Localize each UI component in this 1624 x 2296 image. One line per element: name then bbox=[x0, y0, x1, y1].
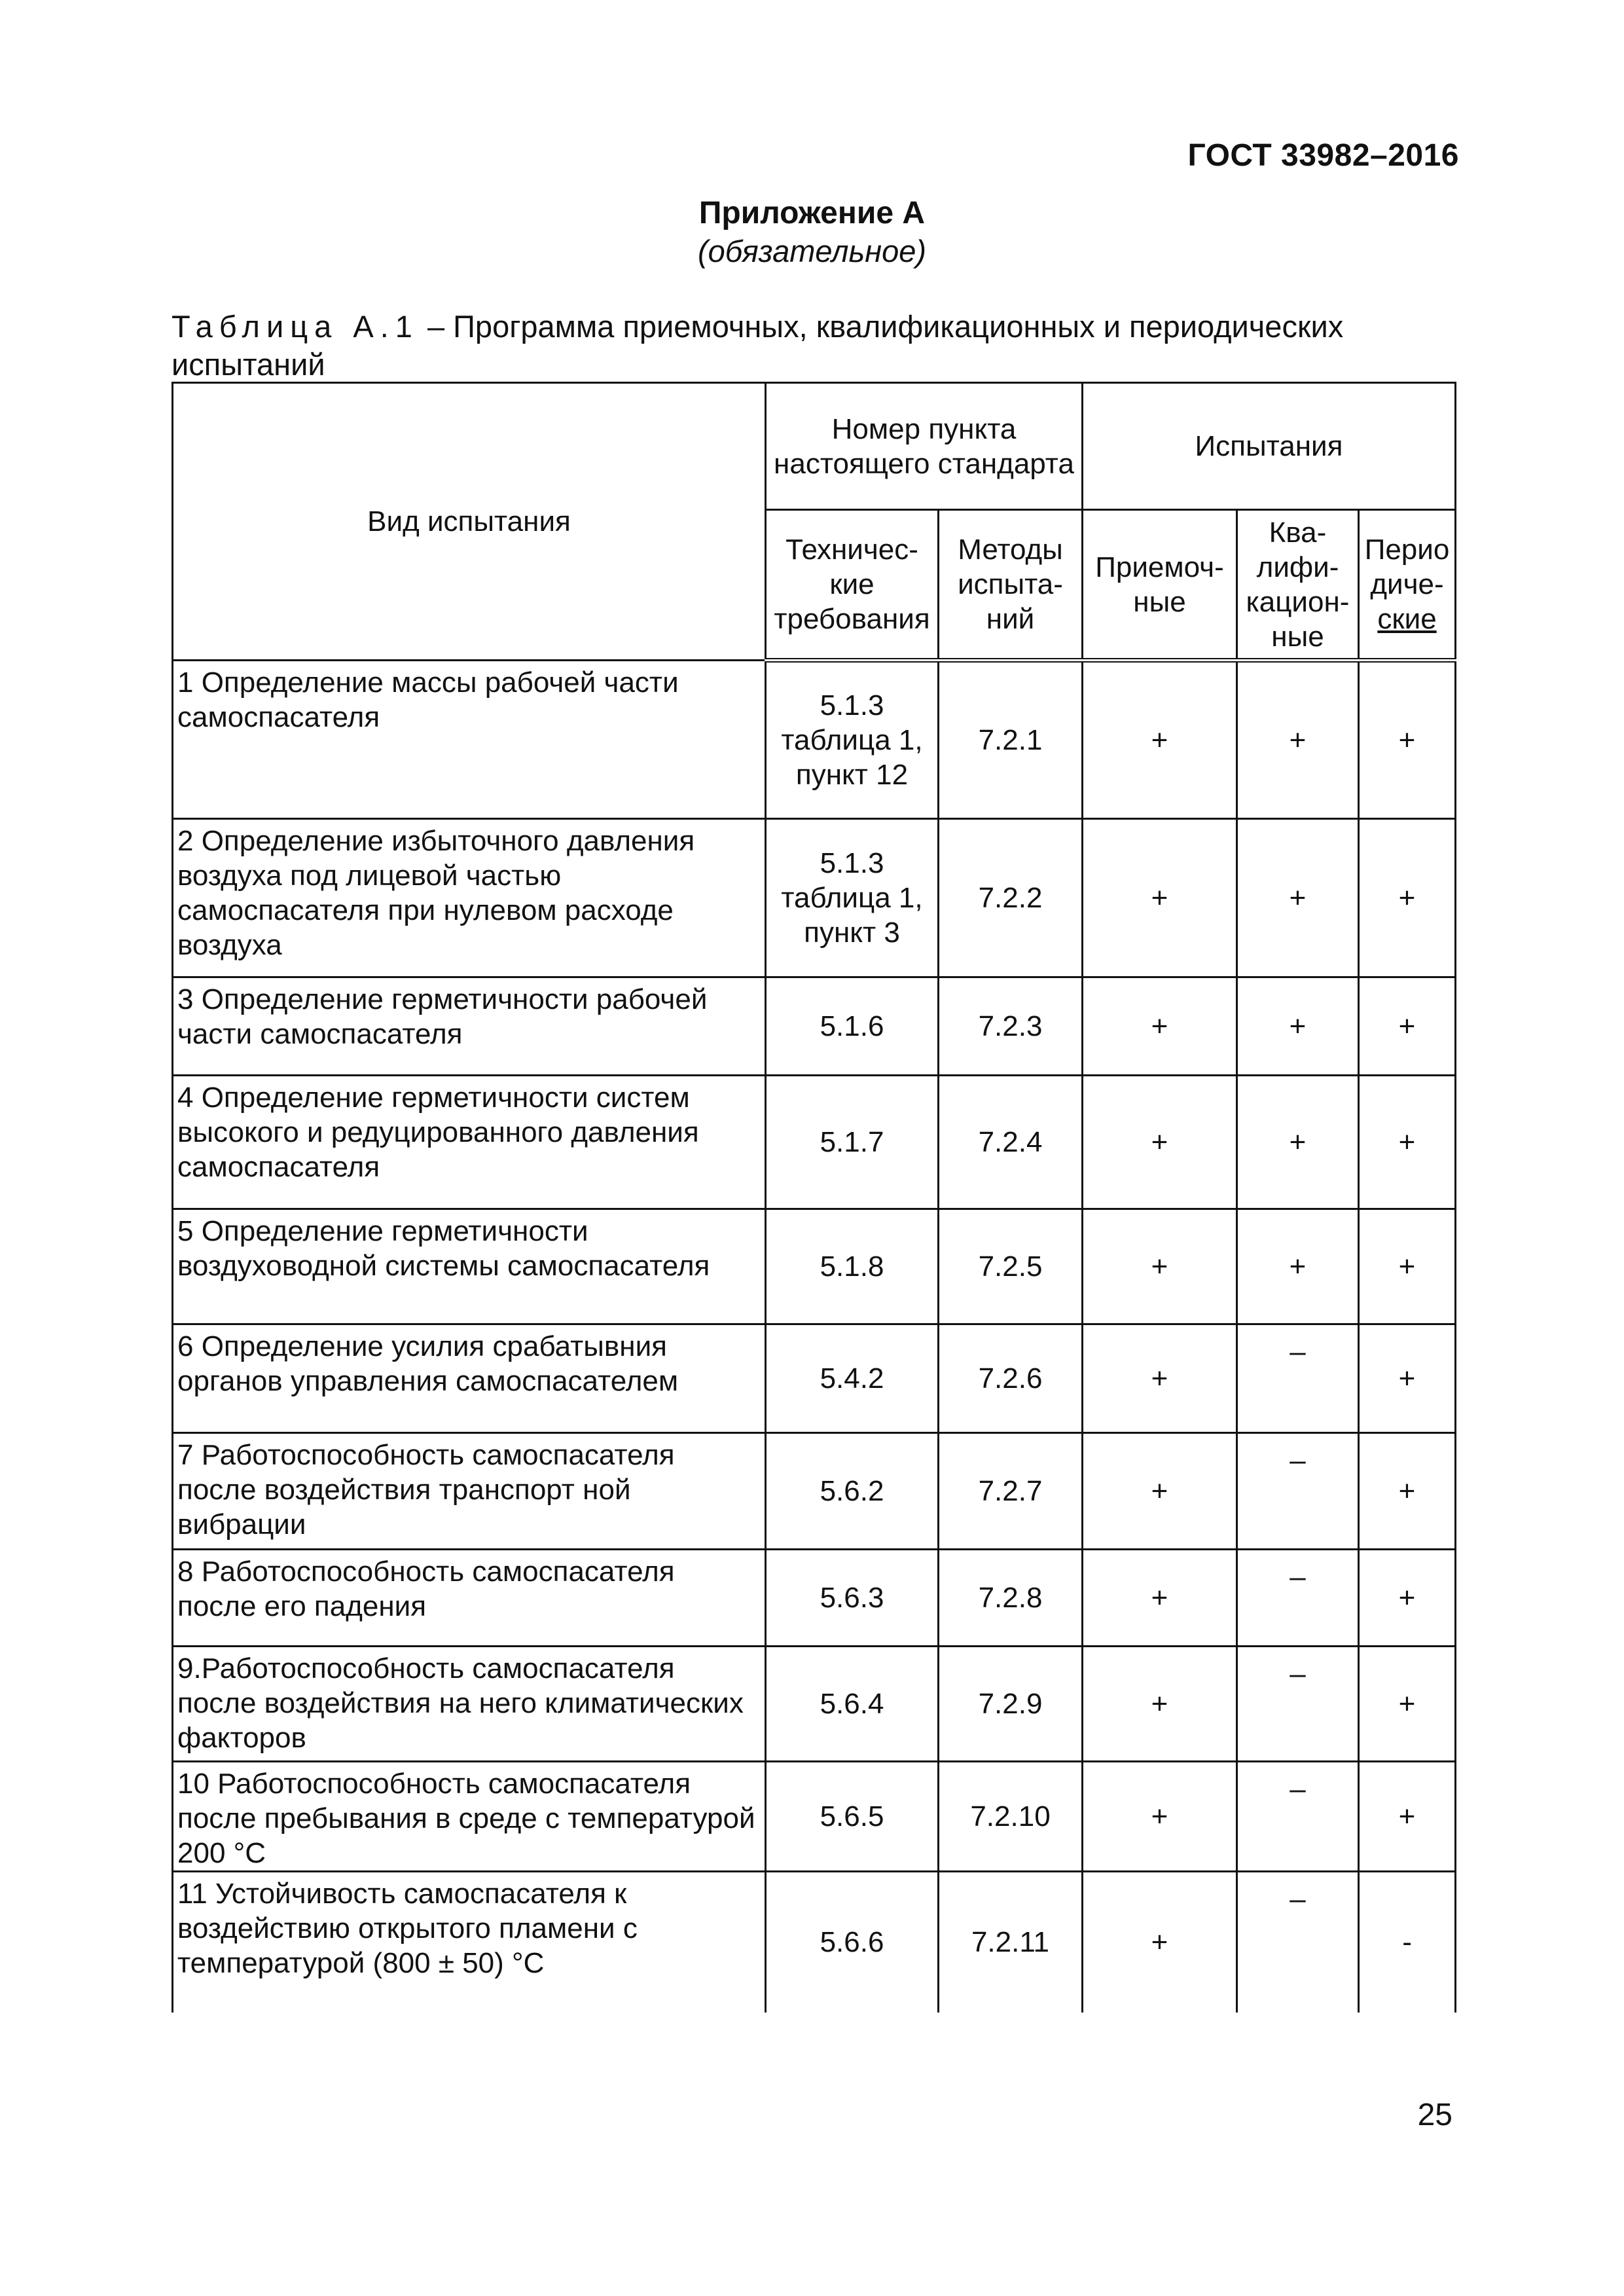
test-name: 11 Устойчивость самоспасателя к воздействию открытого пламени с температурой (800 ± 50) °С bbox=[173, 1872, 766, 2013]
qualification-mark-cell bbox=[1237, 1433, 1359, 1550]
periodic-mark: + bbox=[1359, 661, 1456, 819]
qualification-mark-cell bbox=[1237, 1324, 1359, 1433]
test-name: 7 Работоспособность самоспасателя после воздействия транспорт ной вибрации bbox=[173, 1433, 766, 1550]
qualification-mark: – bbox=[1290, 1883, 1306, 1915]
qualification-mark: + bbox=[1237, 977, 1359, 1076]
test-method-clause: 7.2.5 bbox=[939, 1209, 1083, 1324]
periodic-mark: + bbox=[1359, 819, 1456, 977]
test-method-clause: 7.2.10 bbox=[939, 1762, 1083, 1872]
qualification-mark: – bbox=[1290, 1658, 1306, 1690]
acceptance-mark: + bbox=[1083, 1872, 1237, 2013]
header-acceptance: Приемоч-ные bbox=[1083, 510, 1237, 661]
acceptance-mark: + bbox=[1083, 661, 1237, 819]
periodic-mark: + bbox=[1359, 1762, 1456, 1872]
header-tech-requirements: Техничес-кие требования bbox=[766, 510, 939, 661]
tech-requirement-clause: 5.1.3 таблица 1, пункт 3 bbox=[766, 819, 939, 977]
periodic-mark: + bbox=[1359, 1324, 1456, 1433]
table-row bbox=[173, 1433, 1456, 1550]
acceptance-mark: + bbox=[1083, 819, 1237, 977]
acceptance-mark: + bbox=[1083, 1076, 1237, 1209]
test-method-clause: 7.2.7 bbox=[939, 1433, 1083, 1550]
test-method-clause: 7.2.11 bbox=[939, 1872, 1083, 2013]
test-name: 9.Работоспособность самоспасателя после воздействия на него климатических факторов bbox=[173, 1647, 766, 1762]
tech-requirement-clause: 5.1.7 bbox=[766, 1076, 939, 1209]
appendix-title: Приложение А bbox=[698, 196, 926, 230]
header-periodic-line2: диче- bbox=[1370, 568, 1444, 600]
periodic-mark: + bbox=[1359, 977, 1456, 1076]
acceptance-mark: + bbox=[1083, 977, 1237, 1076]
qualification-mark-cell bbox=[1237, 1762, 1359, 1872]
header-periodic-line1: Перио bbox=[1364, 534, 1450, 566]
acceptance-mark: + bbox=[1083, 1647, 1237, 1762]
qualification-mark-cell bbox=[1237, 1872, 1359, 2013]
acceptance-mark: + bbox=[1083, 1324, 1237, 1433]
table-caption-text: – Программа приемочных, квалификационных и периодических bbox=[418, 309, 1344, 344]
table-row bbox=[173, 1872, 1456, 2013]
qualification-mark-cell bbox=[1237, 1550, 1359, 1647]
periodic-mark: - bbox=[1359, 1872, 1456, 2013]
test-name: 4 Определение герметичности систем высокого и редуцированного давления самоспасателя bbox=[173, 1076, 766, 1209]
table-row bbox=[173, 1209, 1456, 1324]
appendix-status: (обязательное) bbox=[697, 234, 926, 268]
test-name: 8 Работоспособность самоспасателя после его падения bbox=[173, 1550, 766, 1647]
test-name: 5 Определение герметичности воздуховодной системы самоспасателя bbox=[173, 1209, 766, 1324]
header-tests: Испытания bbox=[1083, 383, 1456, 510]
test-method-clause: 7.2.8 bbox=[939, 1550, 1083, 1647]
acceptance-mark: + bbox=[1083, 1550, 1237, 1647]
qualification-mark: – bbox=[1290, 1561, 1306, 1593]
test-name: 1 Определение массы рабочей части самоспасателя bbox=[173, 661, 766, 819]
periodic-mark: + bbox=[1359, 1076, 1456, 1209]
test-name: 3 Определение герметичности рабочей части самоспасателя bbox=[173, 977, 766, 1076]
table-caption-label: Таблица А.1 bbox=[171, 309, 419, 344]
acceptance-mark: + bbox=[1083, 1433, 1237, 1550]
tech-requirement-clause: 5.1.3 таблица 1, пункт 12 bbox=[766, 661, 939, 819]
header-test-methods: Методы испыта-ний bbox=[939, 510, 1083, 661]
table-row bbox=[173, 1076, 1456, 1209]
qualification-mark-cell bbox=[1237, 1647, 1359, 1762]
header-periodic-line3: ские bbox=[1377, 603, 1437, 635]
acceptance-mark: + bbox=[1083, 1209, 1237, 1324]
tech-requirement-clause: 5.1.8 bbox=[766, 1209, 939, 1324]
header-periodic bbox=[1359, 510, 1456, 661]
qualification-mark: + bbox=[1237, 1209, 1359, 1324]
header-clause-number: Номер пункта настоящего стандарта bbox=[766, 383, 1083, 510]
tech-requirement-clause: 5.6.5 bbox=[766, 1762, 939, 1872]
tech-requirement-clause: 5.6.4 bbox=[766, 1647, 939, 1762]
table-row bbox=[173, 1550, 1456, 1647]
table-caption-text-line2: испытаний bbox=[171, 347, 325, 382]
qualification-mark: – bbox=[1290, 1444, 1306, 1476]
test-program-table bbox=[171, 382, 1456, 2013]
tech-requirement-clause: 5.6.6 bbox=[766, 1872, 939, 2013]
table-caption bbox=[171, 308, 1456, 384]
tech-requirement-clause: 5.4.2 bbox=[766, 1324, 939, 1433]
test-name: 10 Работоспособность самоспасателя после пребывания в среде с температурой 200 °С bbox=[173, 1762, 766, 1872]
table-row bbox=[173, 661, 1456, 819]
tech-requirement-clause: 5.6.2 bbox=[766, 1433, 939, 1550]
test-name: 2 Определение избыточного давления воздуха под лицевой частью самоспасателя при нулевом расходе воздуха bbox=[173, 819, 766, 977]
header-qualification: Ква-лифи-кацион-ные bbox=[1237, 510, 1359, 661]
periodic-mark: + bbox=[1359, 1209, 1456, 1324]
qualification-mark: + bbox=[1237, 819, 1359, 977]
test-name: 6 Определение усилия срабатывния органов управления самоспасателем bbox=[173, 1324, 766, 1433]
test-method-clause: 7.2.1 bbox=[939, 661, 1083, 819]
periodic-mark: + bbox=[1359, 1550, 1456, 1647]
header-test-type: Вид испытания bbox=[173, 383, 766, 661]
tech-requirement-clause: 5.6.3 bbox=[766, 1550, 939, 1647]
tech-requirement-clause: 5.1.6 bbox=[766, 977, 939, 1076]
qualification-mark: – bbox=[1290, 1773, 1306, 1805]
test-method-clause: 7.2.9 bbox=[939, 1647, 1083, 1762]
table-row bbox=[173, 1647, 1456, 1762]
table-row bbox=[173, 1762, 1456, 1872]
table-row bbox=[173, 1324, 1456, 1433]
test-method-clause: 7.2.4 bbox=[939, 1076, 1083, 1209]
periodic-mark: + bbox=[1359, 1647, 1456, 1762]
table-row bbox=[173, 819, 1456, 977]
test-method-clause: 7.2.3 bbox=[939, 977, 1083, 1076]
document-code: ГОСТ 33982–2016 bbox=[1187, 138, 1459, 173]
test-method-clause: 7.2.6 bbox=[939, 1324, 1083, 1433]
qualification-mark: + bbox=[1237, 1076, 1359, 1209]
page-number: 25 bbox=[1417, 2098, 1453, 2132]
test-method-clause: 7.2.2 bbox=[939, 819, 1083, 977]
acceptance-mark: + bbox=[1083, 1762, 1237, 1872]
qualification-mark: – bbox=[1290, 1336, 1306, 1368]
table-row bbox=[173, 977, 1456, 1076]
qualification-mark: + bbox=[1237, 661, 1359, 819]
periodic-mark: + bbox=[1359, 1433, 1456, 1550]
